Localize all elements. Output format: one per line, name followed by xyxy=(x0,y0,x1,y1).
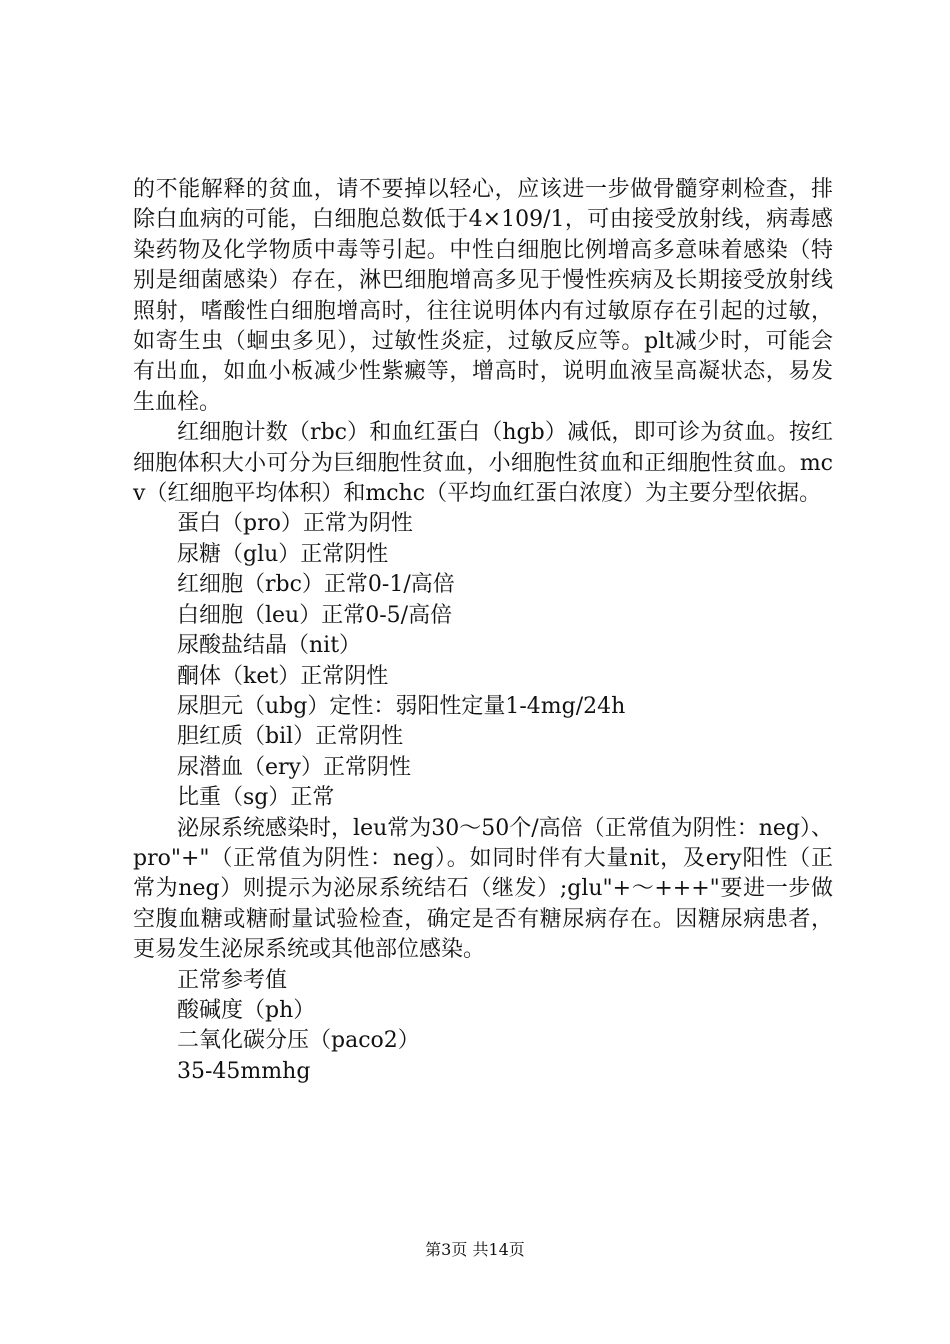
item-glucose: 尿糖（glu）正常阴性 xyxy=(177,541,389,567)
paragraph-continuation: 的不能解释的贫血，请不要掉以轻心，应该进一步做骨髓穿刺检查，排除白血病的可能，白细胞总数低于4×109/1，可由接受放射线，病毒感染药物及化学物质中毒等引起。中性白细胞比例增高多意味着感染（特别是细菌感染）存在，淋巴细胞增高多见于慢性疾病及长期接受放射线照射，嗜酸性白细胞增高时，往往说明体内有过敏原存在引起的过敏，如寄生虫（蛔虫多见），过敏性炎症，过敏反应等。plt减少时，可能会有出血，如血小板减少性紫癜等，增高时，说明血液呈高凝状态，易发生血栓。 xyxy=(133,177,833,415)
item-ery: 尿潜血（ery）正常阴性 xyxy=(177,754,411,780)
paragraph-anemia: 红细胞计数（rbc）和血红蛋白（hgb）减低，即可诊为贫血。按红细胞体积大小可分为巨细胞性贫血，小细胞性贫血和正细胞性贫血。mcv（红细胞平均体积）和mchc（平均血红蛋白浓度）为主要分型依据。 xyxy=(133,420,833,507)
paragraph-urinary-infection: 泌尿系统感染时，leu常为30～50个/高倍（正常值为阴性：neg）、pro"+"（正常值为阴性：neg）。如同时伴有大量nit，及ery阳性（正常为neg）则提示为泌尿系统结石（继发）;glu"+～+++"要进一步做空腹血糖或糖耐量试验检查，确定是否有糖尿病存在。因糖尿病患者，更易发生泌尿系统或其他部位感染。 xyxy=(133,815,833,963)
document-body xyxy=(133,175,833,1087)
item-bil: 胆红质（bil）正常阴性 xyxy=(177,724,404,750)
page-number-label: 第3页 共14页 xyxy=(425,1240,525,1259)
item-leu: 白细胞（leu）正常0-5/高倍 xyxy=(177,602,453,628)
page-footer xyxy=(0,1240,950,1260)
item-sg: 比重（sg）正常 xyxy=(177,785,335,811)
item-ubg: 尿胆元（ubg）定性：弱阳性定量1-4mg/24h xyxy=(177,693,626,719)
item-paco2: 二氧化碳分压（paco2） xyxy=(177,1028,420,1054)
item-protein: 蛋白（pro）正常为阴性 xyxy=(177,511,413,537)
item-ket: 酮体（ket）正常阴性 xyxy=(177,663,389,689)
item-ph: 酸碱度（ph） xyxy=(177,997,316,1023)
item-nit: 尿酸盐结晶（nit） xyxy=(177,633,362,659)
heading-reference-values: 正常参考值 xyxy=(177,967,288,993)
item-paco2-range: 35-45mmhg xyxy=(177,1058,311,1084)
item-rbc: 红细胞（rbc）正常0-1/高倍 xyxy=(177,572,455,598)
